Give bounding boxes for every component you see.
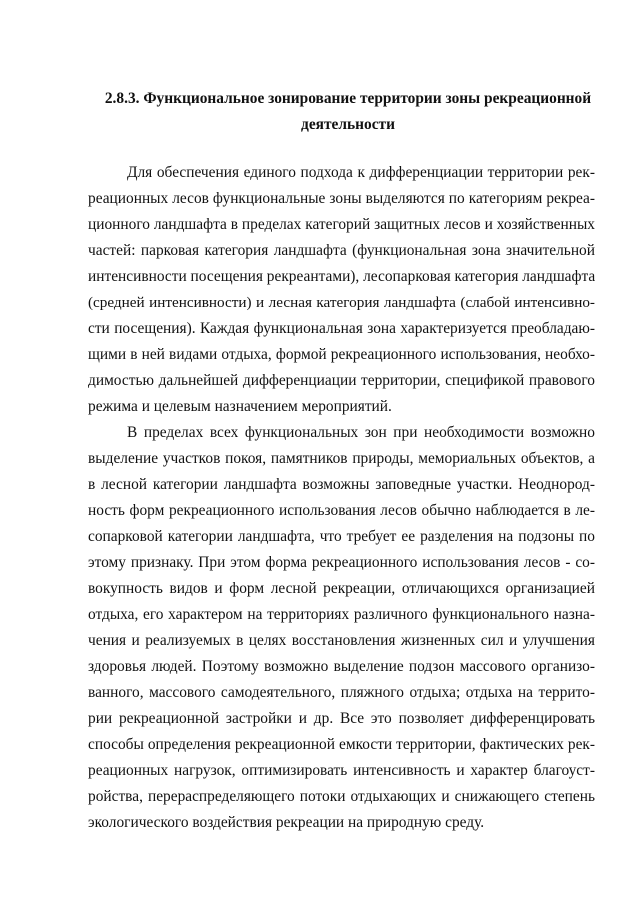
text-line: интенсивности посещения рекреантами), лесопарковая категория ландшафта	[88, 268, 596, 285]
body-text	[88, 160, 595, 836]
text-line: чения и реализуемых в целях восстановления жизненных сил и улучшения	[88, 632, 595, 649]
section-heading	[72, 86, 624, 138]
text-line: щими в ней видами отдыха, формой рекреационного использования, необхо-	[88, 346, 595, 363]
text-line: ность форм рекреационного использования лесов обычно наблюдается в ле-	[88, 502, 595, 519]
text-line: ройства, перераспределяющего потоки отдыхающих и снижающего степень	[88, 788, 595, 805]
text-line: димостью дальнейшей дифференциации территории, спецификой правового	[88, 372, 595, 389]
text-line: сти посещения). Каждая функциональная зона характеризуется преобладаю-	[88, 320, 595, 337]
paragraph-2	[88, 420, 595, 836]
text-line: в лесной категории ландшафта возможны заповедные участки. Неоднород-	[88, 476, 595, 493]
text-line: частей: парковая категория ландшафта (функциональная зона значительной	[88, 242, 595, 259]
text-line: экологического воздействия рекреации на природную среду.	[88, 814, 485, 831]
text-line: отдыха, его характером на территориях различного функционального назна-	[88, 606, 595, 623]
text-line: реационных нагрузок, оптимизировать интенсивность и характер благоуст-	[88, 762, 595, 779]
section-heading-line: 2.8.3. Функциональное зонирование территории зоны рекреационной	[104, 90, 592, 107]
text-line: выделение участков покоя, памятников природы, мемориальных объектов, а	[88, 450, 595, 467]
text-line: ционного ландшафта в пределах категорий защитных лесов и хозяйственных	[88, 216, 595, 233]
text-line: рии рекреационной застройки и др. Все это позволяет дифференцировать	[88, 710, 595, 727]
text-line: этому признаку. При этом форма рекреационного использования лесов - со-	[88, 554, 595, 571]
text-line: ванного, массового самодеятельного, пляжного отдыха; отдыха на террито-	[88, 684, 595, 701]
paragraph-1	[88, 160, 595, 420]
text-line: способы определения рекреационной емкости территории, фактических рек-	[88, 736, 595, 753]
text-line: здоровья людей. Поэтому возможно выделение подзон массового организо-	[88, 658, 595, 675]
text-line: вокупность видов и форм лесной рекреации, отличающихся организацией	[88, 580, 595, 597]
text-line: Для обеспечения единого подхода к дифференциации территории рек-	[127, 164, 595, 181]
text-line: В пределах всех функциональных зон при необходимости возможно	[127, 424, 595, 441]
text-line: сопарковой категории ландшафта, что требует ее разделения на подзоны по	[88, 528, 595, 545]
text-line: режима и целевым назначением мероприятий.	[88, 398, 392, 415]
text-line: реационных лесов функциональные зоны выделяются по категориям рекреа-	[88, 190, 595, 207]
section-heading-line: деятельности	[301, 116, 395, 133]
text-line: (средней интенсивности) и лесная категория ландшафта (слабой интенсивно-	[88, 294, 595, 311]
